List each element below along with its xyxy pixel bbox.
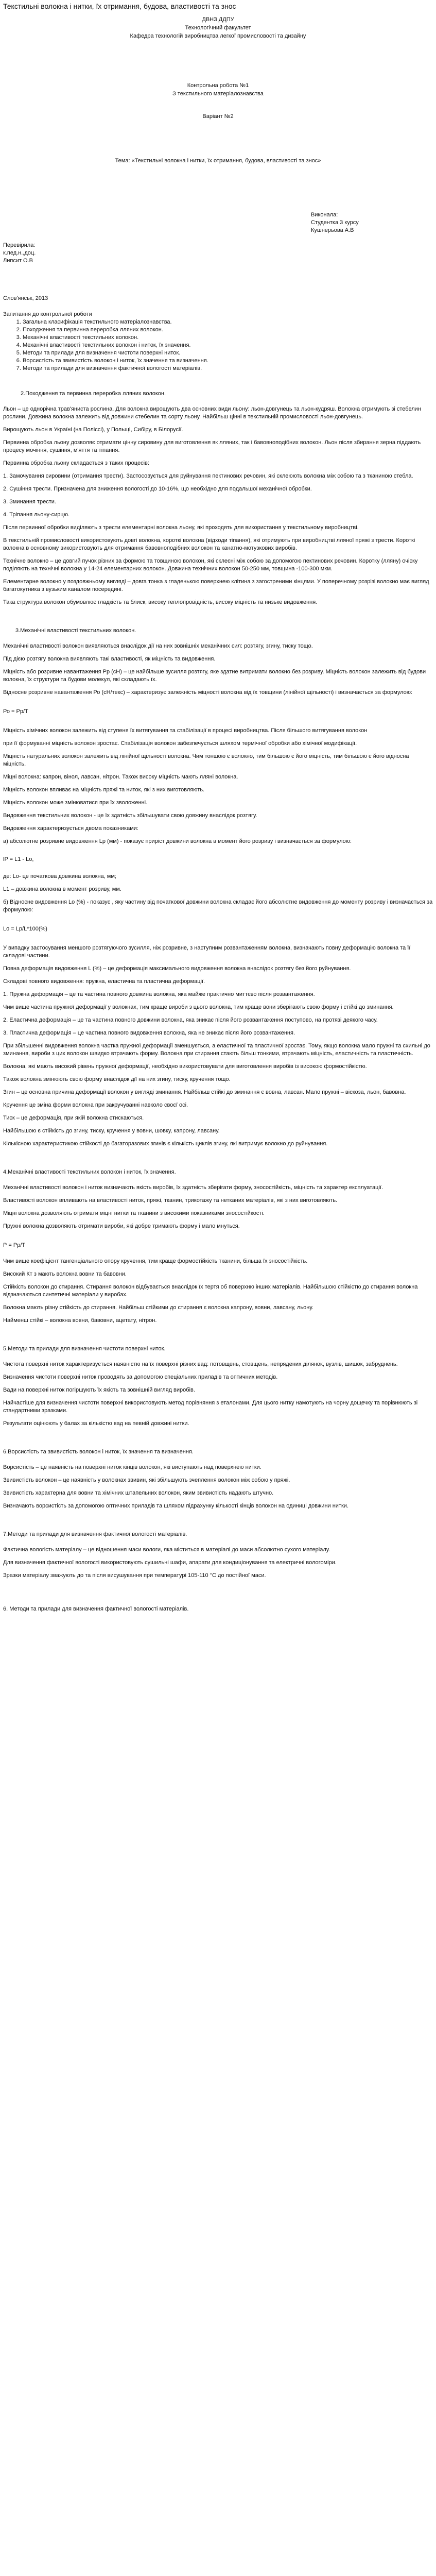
faculty-name: Технологічний факультет	[185, 25, 251, 31]
paragraph: Кількісною характеристикою стійкості до багаторазових згинів є кількість циклів згину, які витримує волокно до руйнування.	[3, 1141, 328, 1147]
paragraph: Відносне розривне навантаження Ро (сН/текс) – характеризує залежність міцності волокна від їх товщини (лінійної щільності) і визначається за формулою:	[3, 689, 413, 696]
paragraph: Механічні властивості волокон і ниток визначають якість виробів, їх здатність зберігати форму, зносостійкість, міцність та характер експлуатації.	[3, 1184, 383, 1191]
paragraph: Згин – це основна причина деформації волокон у вигляді зминання. Найбільш стійкі до зминання є вовна, лавсан. Мало пружні – віскоза, льон, бавовна.	[3, 1089, 406, 1095]
section-3-body	[3, 642, 433, 697]
paragraph: Після первинної обробки виділяють з трести елементарні волокна льону, які проходять для використання у текстильному виробництві.	[3, 524, 359, 531]
paragraph: Чистота поверхні ниток характеризується наявністю на їх поверхні різних вад: потовщень, стовщень, непрядених ділянок, вузлів, шишок, забруднень.	[3, 1361, 398, 1367]
paragraph: а) абсолютне розривне видовження Lp (мм) - показує приріст довжини волокна в момент його розриву і визначається за формулою:	[3, 838, 352, 844]
paragraph: Вирощують льон в Україні (на Поліссі), у Польщі, Сибіру, в Білорусії.	[3, 427, 183, 433]
paragraph: Міцність натуральних волокон залежить від лінійної щільності волокна. Чим тоншою є волокно, тим більшою є його міцність, тим більшою є його відносна міцність.	[3, 753, 409, 767]
paragraph: Найменш стійкі – волокна вовни, бавовни, ацетату, нітрон.	[3, 1317, 157, 1324]
paragraph: У випадку застосування меншого розтягуючого зусилля, ніж розривне, з наступним розвантаженням волокна, визначають повну деформацію волокна та її складові частини.	[3, 945, 411, 959]
paragraph: Первинна обробка льону складається з таких процесів:	[3, 460, 149, 466]
performer-name: Кушнерьова А.В	[311, 227, 354, 233]
paragraph: Міцність волокон може змінюватися при їх зволоженні.	[3, 800, 148, 806]
paragraph: 4. Тріпання льону-сирцю.	[3, 512, 70, 518]
plan-item: 6. Ворсистість та звивистість волокон і ниток, їх значення та визначення.	[23, 357, 433, 365]
paragraph: Волокна, які мають високий рівень пружної деформації, необхідно використовувати для виготовлення виробів із високою формостійкістю.	[3, 1063, 367, 1070]
performer-student: Студентка 3 курсу	[311, 219, 359, 226]
paragraph: Результати оцінюють у балах за кількістю вад на певній довжині нитки.	[3, 1420, 189, 1427]
paragraph: Складові повного видовження: пружна, еластична та пластична деформації.	[3, 978, 205, 985]
section-6-title: 6.Ворсистість та звивистість волокон і ниток, їх значення та визначення.	[3, 1449, 194, 1455]
work-topic: Тема: «Текстильні волокна і нитки, їх отримання, будова, властивості та знос»	[115, 158, 321, 164]
paragraph: Льон – це однорічна трав'яниста рослина. Для волокна вирощують два основних види льону: льон-довгунець та льон-кудряш. Волокна отримують зі стебелин рослини. Довжина волокна залежить від довжини стебелин та сорту льону. Найбільш цінні в текстильній промисловості льон-довгунець.	[3, 406, 421, 420]
paragraph: Найбільшою є стійкість до згину, тиску, кручення у вовни, шовку, капрону, лавсану.	[3, 1128, 220, 1134]
reviewer-degree: к.пед.н.,доц.	[3, 250, 36, 256]
paragraph: Така структура волокон обумовлює гладкість та блиск, високу теплопровідність, високу міцність та низьке видовження.	[3, 599, 318, 605]
section-5-title: 5.Методи та прилади для визначення чистоти поверхні ниток.	[3, 1346, 166, 1352]
paragraph: Міцні волокна дозволяють отримати міцні нитки та тканини з високими показниками зносостійкості.	[3, 1210, 265, 1216]
paragraph: Кручення це зміна форми волокна при закручуванні навколо своєї осі.	[3, 1102, 188, 1108]
section-7-body	[3, 1546, 433, 1580]
paragraph: Технічне волокно – це довгий пучок різних за формою та товщиною волокон, які склеєні між собою за допомогою пектинових речовин. Коротку (лляну) очіску поділяють на технічні волокна у 14-24 елементарних волокон. Довжина технічних волокон 50-250 мм, товщина -100-300 мкм.	[3, 558, 418, 572]
subject-name: З текстильного матеріалознавства	[172, 91, 264, 97]
paragraph: Стійкість волокон до стирання. Стирання волокон відбувається внаслідок їх тертя об поверхню інших матеріалів. Найбільшою стійкістю до стирання волокна відзначаються синтетичні матеріали у виробах.	[3, 1284, 418, 1298]
paragraph: Під дією розтягу волокна виявляють такі властивості, як міцність та видовження.	[3, 656, 216, 662]
paragraph: Видовження характеризується двома показниками:	[3, 825, 138, 832]
work-title: Контрольна робота №1	[187, 82, 249, 89]
paragraph: б) Відносне видовження Lo (%) - показує , яку частину від початкової довжини волокна складає його абсолютне видовження до моменту розриву і визначається за формулою:	[3, 899, 433, 913]
paragraph: Первинна обробка льону дозволяє отримати цінну сировину для виготовлення як лляних, так і бавовноподібних волокон. Льон після збирання зерна піддають процесу мочіння, сушіння, м'яття та тіпання.	[3, 439, 421, 453]
plan-item: 1. Загальна класифікація текстильного матеріалознавства.	[23, 318, 433, 326]
paragraph: 2. Сушіння трести. Призначена для зниження вологості до 10-16%, що необхідно для подальшої механічної обробки.	[3, 486, 312, 492]
paragraph: L1 – довжина волокна в момент розриву, мм.	[3, 886, 121, 892]
paragraph: Елементарне волокно у поздовжньому вигляді – довга тонка з гладенькою поверхнею клітина з загостреними кінцями. У поперечному розрізі волокно має вигляд багатокутника з вузьким каналом посередині.	[3, 579, 429, 592]
reviewer-name: Липсит О.В	[3, 258, 33, 264]
paragraph: Механічні властивості волокон виявляються внаслідок дії на них зовнішніх механічних сил: розтягу, згину, тиску тощо.	[3, 643, 313, 649]
reviewer-label: Перевірила:	[3, 242, 36, 248]
section-7-title: 7.Методи та прилади для визначення фактичної вологості матеріалів.	[3, 1531, 187, 1537]
reviewer-block	[3, 242, 433, 265]
paragraph: Властивості волокон впливають на властивості ниток, пряжі, тканин, трикотажу та нетканих матеріалів, які з них виготовляють.	[3, 1197, 338, 1204]
formula-absolute-elongation: lP = L1 - Lo,	[3, 856, 34, 862]
paragraph: Ворсистість – це наявність на поверхні ниток кінців волокон, які виступають над поверхнею нитки.	[3, 1464, 261, 1470]
final-section-heading: 6. Методи та прилади для визначення фактичної вологості матеріалів.	[3, 1606, 189, 1612]
paragraph: Звивистість волокон – це наявність у волокнах звивин, які збільшують зчеплення волокон між собою у пряжі.	[3, 1477, 290, 1483]
paragraph: Також волокна змінюють свою форму внаслідок дії на них згину, тиску, кручення тощо.	[3, 1076, 231, 1082]
paragraph: В текстильній промисловості використовують довгі волокна, короткі волокна (відходи тіпання), які отримують при виробництві лляної пряжі з трести. Короткі волокна в основному використовують для отримання бавовноподібних волокон та канатно-мотузкових виробів.	[3, 537, 415, 551]
university-name: ДВНЗ ДДПУ	[202, 16, 234, 23]
paragraph: де: Lo- це початкова довжина волокна, мм;	[3, 873, 116, 879]
paragraph: 1. Пружна деформація – це та частина повного довжина волокна, яка майже практично миттєво після розвантаження.	[3, 991, 315, 997]
paragraph: Пружні волокна дозволяють отримати вироби, які добре тримають форму і мало мнуться.	[3, 1223, 240, 1229]
plan-intro: Запитання до контрольної роботи	[3, 311, 92, 317]
plan-item: 4. Механічні властивості текстильних волокон і ниток, їх значення.	[23, 342, 433, 349]
paragraph: Зразки матеріалу зважують до та після висушування при температурі 105-110 °C до постійної маси.	[3, 1572, 266, 1579]
section-3-title: 3.Механічні властивості текстильних волокон.	[15, 628, 136, 634]
section-3-body-4	[3, 944, 433, 1148]
formula-strength: Р = Рр/Т	[3, 1242, 26, 1248]
paragraph: Вади на поверхні ниток погіршують їх якість та зовнішній вигляд виробів.	[3, 1387, 195, 1393]
section-2-title: 2.Походження та первинна переробка лляних волокон.	[21, 391, 166, 397]
plan-item: 2. Походження та первинна переробка лляних волокон.	[23, 326, 433, 334]
paragraph: Для визначення фактичної вологості використовують сушильні шафи, апарати для кондиціонування та електричні вологоміри.	[3, 1560, 337, 1566]
performer-label: Виконала:	[311, 212, 338, 218]
paragraph: 3. Пластична деформація – це частина повного видовження волокна, яка не зникає після його розвантаження.	[3, 1030, 295, 1036]
paragraph: Міцні волокна: капрон, вінол, лавсан, нітрон. Також високу міцність мають лляні волокна.	[3, 774, 238, 780]
plan-item: 3. Механічні властивості текстильних волокон.	[23, 334, 433, 342]
section-4-body	[3, 1184, 433, 1230]
paragraph: Міцність волокон впливає на міцність пряжі та ниток, які з них виготовляють.	[3, 787, 205, 793]
paragraph: Волокна мають різну стійкість до стирання. Найбільш стійкими до стирання є волокна капрону, вовни, лавсану, льону.	[3, 1304, 313, 1311]
document-title: Текстильні волокна і нитки, їх отримання, будова, властивості та знос	[3, 2, 236, 10]
plan-list	[3, 318, 433, 372]
formula-relative-elongation: Lо = Lр/L*100(%)	[3, 926, 47, 932]
section-3-body-2	[3, 727, 433, 845]
paragraph: Повна деформація видовження L (%) – це деформація максимального видовження волокна внаслідок розтягу без його руйнування.	[3, 965, 351, 972]
variant-number: Варіант №2	[202, 113, 234, 120]
paragraph: Міцність або розривне навантаження Рр (сН) – це найбільше зусилля розтягу, яке здатне витримати волокно без розриву. Міцність волокон залежить від будови волокна, їх структури та будови молекул, які складають їх.	[3, 669, 426, 683]
plan-item: 7. Методи та прилади для визначення фактичної вологості матеріалів.	[23, 365, 433, 372]
paragraph: 1. Замочування сировини (отримання трести). Застосовується для руйнування пектинових речовин, які склеюють волокна між собою та з тканиною стебла.	[3, 473, 413, 479]
section-4-title: 4.Механічні властивості текстильних волокон і ниток, їх значення.	[3, 1169, 176, 1175]
department-name: Кафедра технологій виробництва легкої промисловості та дизайну	[130, 33, 306, 39]
section-4-body-2	[3, 1258, 433, 1325]
section-2-body	[3, 405, 433, 606]
performer-block	[3, 211, 433, 234]
paragraph: Звивистість характерна для вовни та хімічних штапельних волокон, яким звивистість надають штучно.	[3, 1490, 274, 1496]
paragraph: 3. Зминання трести.	[3, 499, 56, 505]
city-year: Слов'янськ, 2013	[3, 295, 48, 301]
paragraph: Міцність хімічних волокон залежить від ступеня їх витягування та стабілізації в процесі виробництва. Після більшого витягування волокон	[3, 727, 368, 734]
paragraph: Тиск – це деформація, при якій волокна стискаються.	[3, 1115, 144, 1121]
paragraph: При збільшенні видовження волокна частка пружної деформації зменшується, а еластичної та пластичної зростає. Тому, якщо волокна мало пружні та схильні до зминання, вироби з цих волокон швидко втрачають форму. Волокна при стирання стають більш тонкими, втрачають міцність, еластичність та пластичність.	[3, 1043, 430, 1057]
paragraph: 2. Еластична деформація – це та частина повного довжини волокна, яка зникає після його розвантаження поступово, на протязі деякого часу.	[3, 1017, 378, 1023]
paragraph: Чим вище коефіцієнт тангенціального опору кручення, тим краще формостійкість тканини, більша їх зносостійкість.	[3, 1258, 308, 1264]
paragraph: Визначення чистоти поверхні ниток проводять за допомогою спеціальних приладів та оптичних методів.	[3, 1374, 278, 1380]
paragraph: Визначають ворсистість за допомогою оптичних приладів та шляхом підрахунку кількості кінців волокон на одиниці довжини нитки.	[3, 1503, 348, 1509]
paragraph: Високий Кт з мають волокна вовни та бавовни.	[3, 1271, 127, 1277]
paragraph: при її формуванні міцність волокон зростає. Стабілізація волокон забезпечується шляхом термічної обробки або хімічної модифікації.	[3, 740, 357, 747]
section-5-body	[3, 1361, 433, 1428]
paragraph: Найчастіше для визначення чистоти поверхні використовують метод порівняння з еталонами. Для цього нитку намотують на чорну дощечку та порівнюють зі стандартними зразками.	[3, 1400, 418, 1414]
section-3-body-3	[3, 873, 433, 914]
plan-item: 5. Методи та прилади для визначення чистоти поверхні ниток.	[23, 349, 433, 357]
paragraph: Чим вище частина пружної деформації у волокнах, тим краще вироби з цього волокна, тим краще вони зберігають свою форму і стійкі до зминання.	[3, 1004, 394, 1010]
paragraph: Фактична вологість матеріалу – це відношення маси вологи, яка міститься в матеріалі до маси абсолютно сухого матеріалу.	[3, 1547, 330, 1553]
section-6-body	[3, 1464, 433, 1510]
formula-relative-load: Ро = Рр/Т	[3, 708, 28, 715]
paragraph: Видовження текстильних волокон - це їх здатність збільшувати свою довжину внаслідок розтягу.	[3, 812, 257, 819]
